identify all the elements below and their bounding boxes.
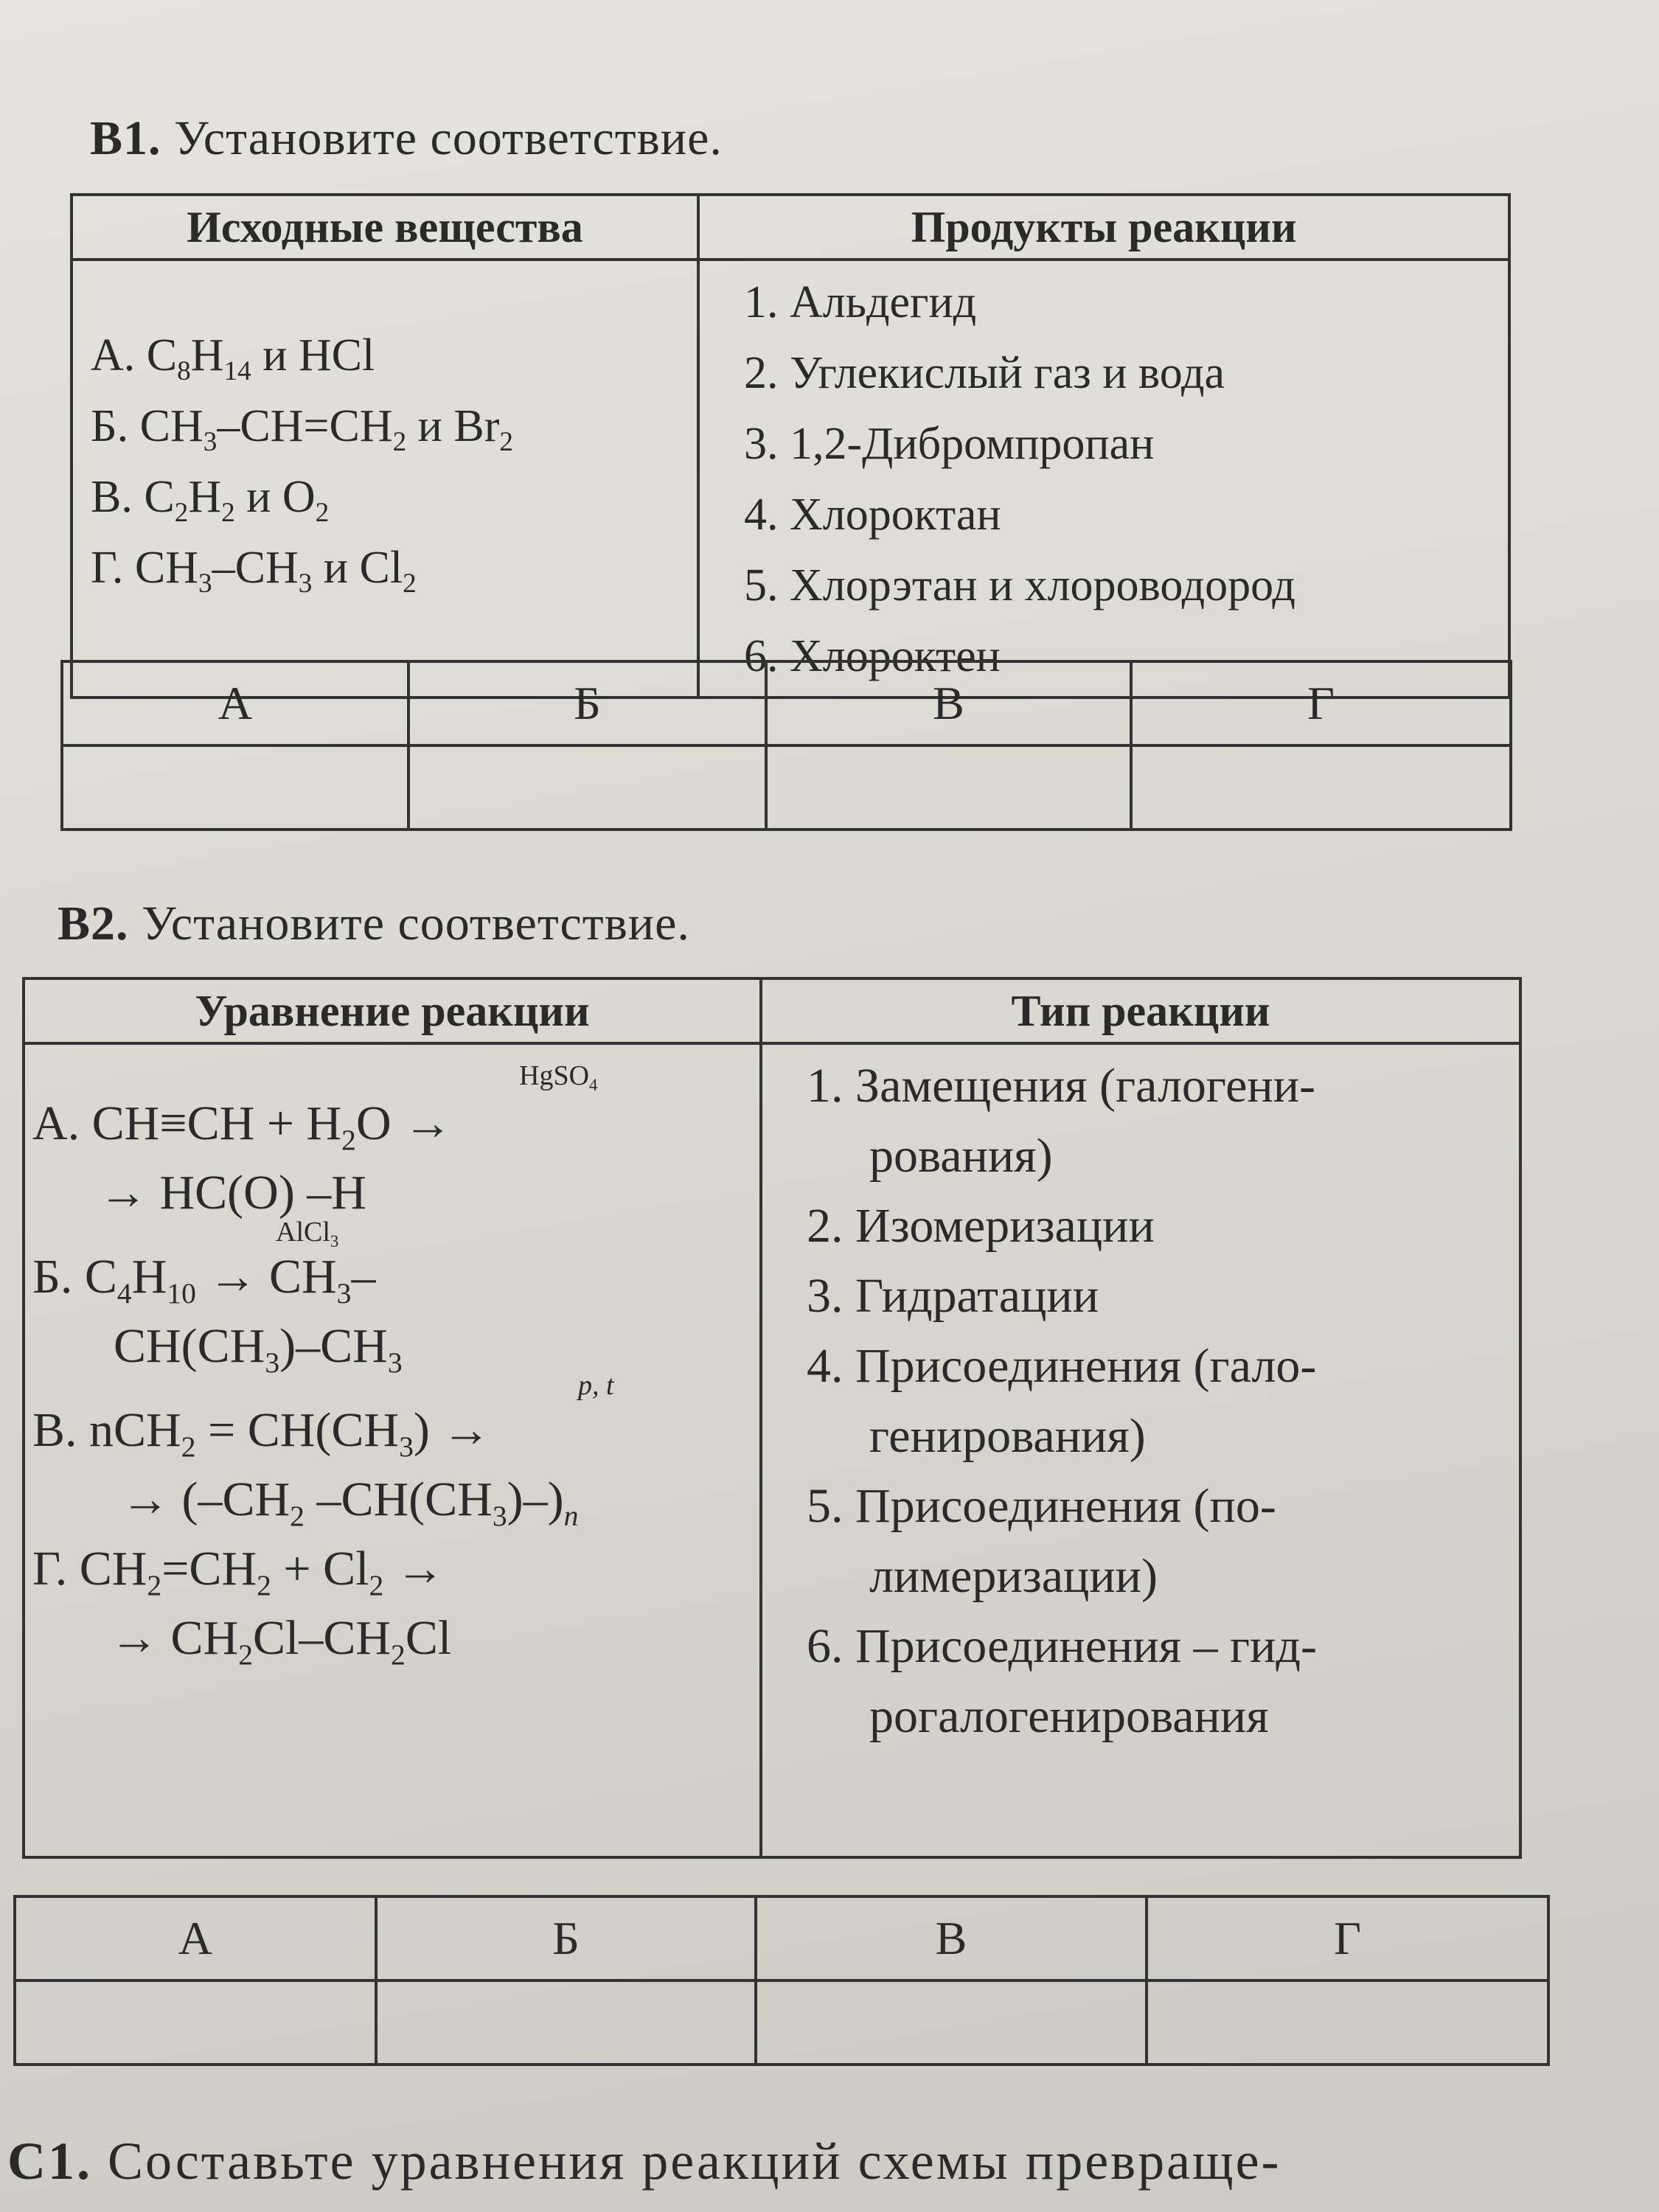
b1-option: 4. Хлороктан xyxy=(744,490,1001,540)
b1-answer-header-v: В xyxy=(766,661,1131,745)
b1-answer-cell-a[interactable] xyxy=(62,745,408,830)
task-b2-title: Установите соответствие. xyxy=(142,897,690,950)
task-c1-heading xyxy=(7,2131,1281,2192)
b2-equations-cell xyxy=(24,1043,761,1857)
b2-eq-a-line1: HgSO$_4$ А. $CH\equiv CH + H_2O$ → xyxy=(32,1060,598,1156)
b2-answer-header-b: Б xyxy=(376,1896,756,1980)
b2-answer-cell-g[interactable] xyxy=(1147,1980,1548,2065)
b2-eq-v-line1: p, t В. $nCH_2 = CH(CH_3)$ → xyxy=(32,1370,614,1463)
b2-match-table xyxy=(22,977,1522,1859)
b1-answer-grid xyxy=(60,660,1512,831)
task-b2-number: В2. xyxy=(58,897,129,950)
task-c1-number: С1. xyxy=(7,2132,92,2191)
b2-option-cont: генирования) xyxy=(869,1409,1146,1463)
b2-option: 4. Присоединения (гало- xyxy=(807,1339,1317,1393)
b2-eq-g-line1: Г. $CH_2=CH_2 + Cl_2$ → xyxy=(32,1542,445,1601)
b2-col-left-header: Уравнение реакции xyxy=(24,978,761,1043)
b2-answer-cell-a[interactable] xyxy=(15,1980,376,2065)
b1-answer-cell-g[interactable] xyxy=(1131,745,1511,830)
b1-item-a: А. $C_8H_{14}$ и HCl xyxy=(91,330,375,387)
b2-option-cont: рогалогенирования xyxy=(869,1689,1269,1743)
b1-item-b: Б. $CH_3-CH=CH_2$ и $Br_2$ xyxy=(91,401,513,458)
b2-answer-header-g: Г xyxy=(1147,1896,1548,1980)
task-b2-heading xyxy=(58,896,690,952)
b2-eq-b-condition: AlCl$_3$ xyxy=(276,1217,339,1251)
b1-answer-header-a: А xyxy=(62,661,408,745)
task-b1-title: Установите соответствие. xyxy=(174,111,723,165)
b2-option: 6. Присоединения – гид- xyxy=(807,1619,1317,1673)
b1-products-cell xyxy=(698,260,1509,698)
b1-option: 1. Альдегид xyxy=(744,277,977,327)
b1-substances-cell xyxy=(72,260,698,698)
b1-col-left-header: Исходные вещества xyxy=(72,195,698,260)
b2-eq-v-line2: → ($-CH_2$ $-CH(CH_3)-)_n$ xyxy=(121,1472,579,1532)
b2-answer-cell-b[interactable] xyxy=(376,1980,756,2065)
task-b1-heading xyxy=(90,111,723,167)
b2-eq-a-line2: → HC(O) –H xyxy=(99,1166,366,1220)
task-b1-number: В1. xyxy=(90,111,161,165)
b2-eq-b-line1: AlCl$_3$ Б. $C_4H_{10} \to CH_3-$ xyxy=(32,1217,376,1310)
b1-option: 2. Углекислый газ и вода xyxy=(744,348,1225,398)
b2-col-right-header: Тип реакции xyxy=(761,978,1520,1043)
task-c1-text: Составьте уравнения реакций схемы превраще- xyxy=(108,2132,1281,2191)
b2-option-cont: рования) xyxy=(869,1129,1053,1183)
b1-answer-cell-v[interactable] xyxy=(766,745,1131,830)
b1-item-v: В. $C_2H_2$ и $O_2$ xyxy=(91,472,330,529)
b1-match-table xyxy=(70,193,1511,699)
b2-eq-v-condition: p, t xyxy=(578,1370,614,1401)
b2-option: 2. Изомеризации xyxy=(807,1199,1155,1253)
b2-reaction-types-cell xyxy=(761,1043,1520,1857)
b2-answer-grid xyxy=(13,1895,1550,2066)
b1-option: 5. Хлорэтан и хлороводород xyxy=(744,560,1295,611)
b1-item-g: Г. $CH_3-CH_3$ и $Cl_2$ xyxy=(91,543,417,599)
b2-option: 1. Замещения (галогени- xyxy=(807,1059,1316,1113)
b2-eq-b-line2: $CH(CH_3)-CH_3$ xyxy=(114,1319,403,1379)
b1-option: 3. 1,2-Дибромпропан xyxy=(744,419,1155,469)
b2-option-cont: лимеризации) xyxy=(869,1549,1158,1603)
b2-option: 3. Гидратации xyxy=(807,1269,1099,1323)
b1-answer-header-g: Г xyxy=(1131,661,1511,745)
b2-answer-header-a: А xyxy=(15,1896,376,1980)
b2-answer-cell-v[interactable] xyxy=(756,1980,1147,2065)
b1-answer-cell-b[interactable] xyxy=(408,745,766,830)
b1-answer-header-b: Б xyxy=(408,661,766,745)
b2-eq-g-line2: → $CH_2Cl-CH_2Cl$ xyxy=(110,1611,452,1671)
b2-eq-a-condition: HgSO$_4$ xyxy=(519,1060,598,1094)
b2-answer-header-v: В xyxy=(756,1896,1147,1980)
b1-col-right-header: Продукты реакции xyxy=(698,195,1509,260)
b2-option: 5. Присоединения (по- xyxy=(807,1479,1276,1533)
b1-option: 6. Хлороктен xyxy=(744,631,1001,681)
